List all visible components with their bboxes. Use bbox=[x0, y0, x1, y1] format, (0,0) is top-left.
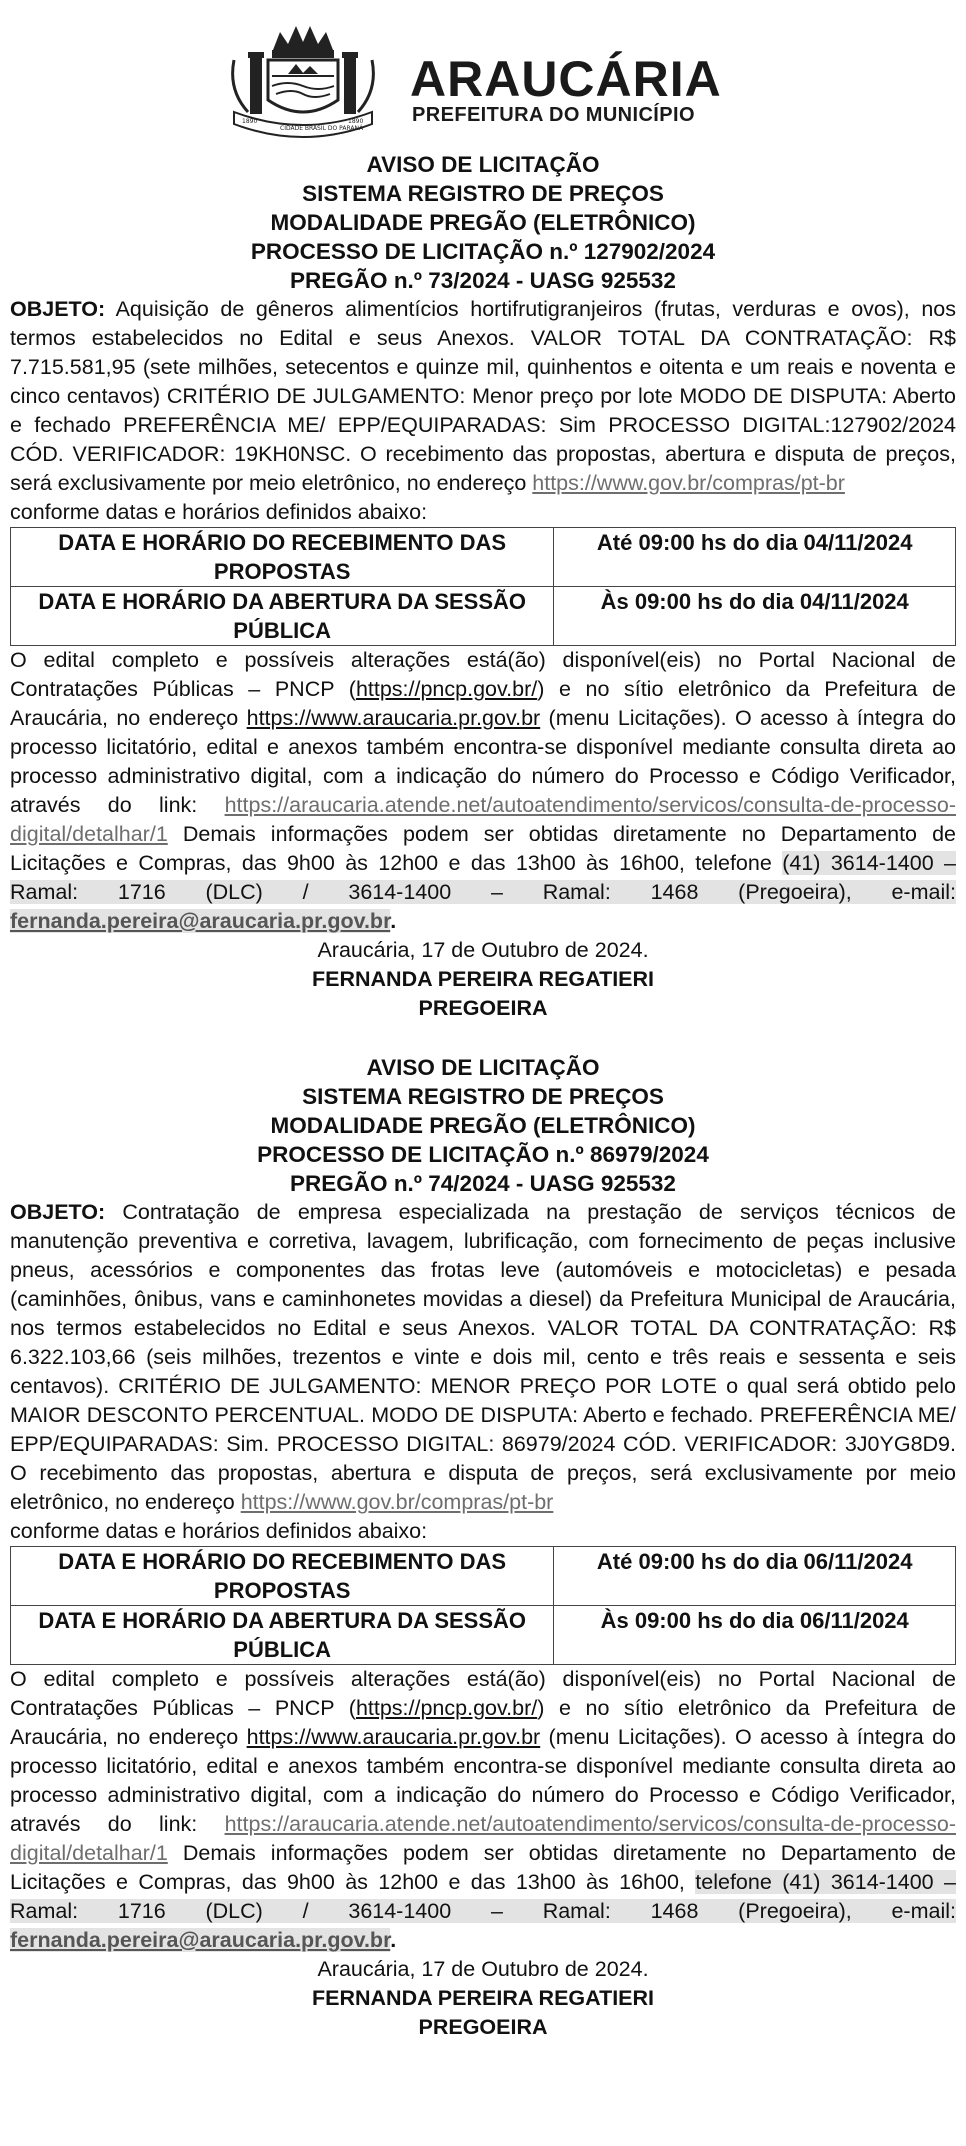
table-cell-value: Às 09:00 hs do dia 04/11/2024 bbox=[554, 587, 956, 646]
notice-objeto bbox=[10, 295, 956, 498]
notice-edital bbox=[10, 646, 956, 936]
conforme-text: conforme datas e horários definidos abaixo: bbox=[10, 1519, 428, 1543]
edital-text: (menu Licitações). O acesso à íntegra do processo licitatório, edital e anexos também encontra-se disponível mediante consulta direta ao processo administrativo digital, com a indicação do número do Processo e Código Verificador, através do link: bbox=[10, 1725, 956, 1836]
atende-link[interactable]: https://araucaria.atende.net/autoatendimento/servicos/consulta-de-processo-digital/detalhar/1 bbox=[10, 1812, 956, 1865]
brand-subtitle: PREFEITURA DO MUNICÍPIO bbox=[412, 104, 695, 126]
table-row bbox=[11, 528, 956, 587]
notice-subtitle: SISTEMA REGISTRO DE PREÇOS bbox=[302, 1084, 664, 1109]
notice-1 bbox=[10, 150, 956, 1023]
objeto-label: OBJETO: bbox=[10, 297, 106, 321]
notice-pregao: PREGÃO n.º 73/2024 - UASG 925532 bbox=[290, 268, 676, 293]
edital-text: O edital completo e possíveis alterações está(ão) disponível(eis) no Portal Nacional de Contratações Públicas – PNCP ( bbox=[10, 1667, 956, 1720]
table-cell-label: DATA E HORÁRIO DA ABERTURA DA SESSÃO PÚBLICA bbox=[11, 1606, 554, 1665]
svg-text:1890: 1890 bbox=[242, 118, 258, 125]
table-row bbox=[11, 1606, 956, 1665]
araucaria-link[interactable]: https://www.araucaria.pr.gov.br bbox=[246, 706, 541, 730]
dates-table bbox=[10, 1546, 956, 1665]
signer-role: PREGOEIRA bbox=[418, 996, 548, 1020]
notice-modality: MODALIDADE PREGÃO (ELETRÔNICO) bbox=[270, 210, 696, 235]
phone-text: telefone (41) 3614-1400 – Ramal: 1716 (DLC) / 3614-1400 – Ramal: 1468 (Pregoeira), e-mail: bbox=[10, 1870, 956, 1923]
objeto-text: Aquisição de gêneros alimentícios hortifrutigranjeiros (frutas, verduras e ovos), nos termos estabelecidos no Edital e seus Anexos. VALOR TOTAL DA CONTRATAÇÃO: R$ 7.715.581,95 (sete milhões, setecentos e quinze mil, quinhentos e oitenta e um reais e noventa e cinco centavos) CRITÉRIO DE JULGAMENTO: Menor preço por lote MODO DE DISPUTA: Aberto e fechado PREFERÊNCIA ME/ EPP/EQUIPARADAS: Sim PROCESSO DIGITAL:127902/2024 CÓD. VERIFICADOR: 19KH0NSC. O recebimento das propostas, abertura e disputa de preços, será exclusivamente por meio eletrônico, no endereço bbox=[10, 297, 956, 495]
period: . bbox=[390, 909, 397, 933]
table-cell-value: Até 09:00 hs do dia 06/11/2024 bbox=[554, 1547, 956, 1606]
notice-pregao: PREGÃO n.º 74/2024 - UASG 925532 bbox=[290, 1171, 676, 1196]
compras-link[interactable]: https://www.gov.br/compras/pt-br bbox=[532, 471, 845, 495]
brand-name: ARAUCÁRIA bbox=[410, 51, 722, 107]
edital-text: (menu Licitações). O acesso à íntegra do processo licitatório, edital e anexos também encontra-se disponível mediante consulta direta ao processo administrativo digital, com a indicação do número do Processo e Código Verificador, através do link: bbox=[10, 706, 956, 817]
pncp-link[interactable]: https://pncp.gov.br/ bbox=[355, 677, 538, 701]
email-link[interactable]: fernanda.pereira@araucaria.pr.gov.br bbox=[10, 1928, 391, 1952]
svg-text:1890: 1890 bbox=[348, 118, 364, 125]
email-link[interactable]: fernanda.pereira@araucaria.pr.gov.br bbox=[10, 909, 391, 933]
table-row bbox=[11, 1547, 956, 1606]
notice-objeto bbox=[10, 1198, 956, 1517]
signer-name: FERNANDA PEREIRA REGATIERI bbox=[311, 967, 655, 991]
phone-text: (41) 3614-1400 – Ramal: 1716 (DLC) / 3614-1400 – Ramal: 1468 (Pregoeira), e-mail: bbox=[10, 851, 956, 904]
info-text: Demais informações podem ser obtidas diretamente no Departamento de Licitações e Compras, das 9h00 às 12h00 e das 13h00 às 16h00, telefone bbox=[10, 822, 956, 875]
araucaria-link[interactable]: https://www.araucaria.pr.gov.br bbox=[246, 1725, 541, 1749]
dates-table bbox=[10, 527, 956, 646]
objeto-label: OBJETO: bbox=[10, 1200, 106, 1224]
period: . bbox=[390, 1928, 397, 1952]
notice-title: AVISO DE LICITAÇÃO bbox=[366, 152, 600, 177]
notice-title: AVISO DE LICITAÇÃO bbox=[366, 1055, 600, 1080]
objeto-text: Contratação de empresa especializada na prestação de serviços técnicos de manutenção preventiva e corretiva, lavagem, lubrificação, com fornecimento de peças inclusive pneus, acessórios e componentes das frotas leve (automóveis e motocicletas) e pesada (caminhões, ônibus, vans e caminhonetes movidas a diesel) da Prefeitura Municipal de Araucária, nos termos estabelecidos no Edital e seus Anexos. VALOR TOTAL DA CONTRATAÇÃO: R$ 6.322.103,66 (seis milhões, trezentos e vinte e dois mil, cento e três reais e sessenta e seis centavos). CRITÉRIO DE JULGAMENTO: MENOR PREÇO POR LOTE o qual será obtido pelo MAIOR DESCONTO PERCENTUAL. MODO DE DISPUTA: Aberto e fechado. PREFERÊNCIA ME/ EPP/EQUIPARADAS: Sim. PROCESSO DIGITAL: 86979/2024 CÓD. VERIFICADOR: 3J0YG8D9. O recebimento das propostas, abertura e disputa de preços, será exclusivamente por meio eletrônico, no endereço bbox=[10, 1200, 956, 1514]
compras-link[interactable]: https://www.gov.br/compras/pt-br bbox=[240, 1490, 554, 1514]
table-cell-label: DATA E HORÁRIO DA ABERTURA DA SESSÃO PÚBLICA bbox=[11, 587, 554, 646]
table-row bbox=[11, 587, 956, 646]
svg-text:CIDADE BRASIL DO PARANÁ: CIDADE BRASIL DO PARANÁ bbox=[280, 125, 364, 132]
notice-modality: MODALIDADE PREGÃO (ELETRÔNICO) bbox=[270, 1113, 696, 1138]
signer-name: FERNANDA PEREIRA REGATIERI bbox=[311, 1986, 655, 2010]
spacer bbox=[10, 1023, 956, 1053]
table-cell-value: Até 09:00 hs do dia 04/11/2024 bbox=[554, 528, 956, 587]
edital-text: O edital completo e possíveis alterações está(ão) disponível(eis) no Portal Nacional de Contratações Públicas – PNCP ( bbox=[10, 648, 956, 701]
conforme-text: conforme datas e horários definidos abaixo: bbox=[10, 500, 428, 524]
info-text: Demais informações podem ser obtidas diretamente no Departamento de Licitações e Compras, das 9h00 às 12h00 e das 13h00 às 16h00, bbox=[10, 1841, 956, 1894]
date-line: Araucária, 17 de Outubro de 2024. bbox=[317, 938, 649, 962]
atende-link[interactable]: https://araucaria.atende.net/autoatendimento/servicos/consulta-de-processo-digital/detalhar/1 bbox=[10, 793, 956, 846]
notice-subtitle: SISTEMA REGISTRO DE PREÇOS bbox=[302, 181, 664, 206]
notice-2 bbox=[10, 1053, 956, 2042]
brand-block bbox=[410, 51, 722, 126]
municipal-coat-of-arms-icon bbox=[228, 20, 378, 140]
table-cell-label: DATA E HORÁRIO DO RECEBIMENTO DAS PROPOSTAS bbox=[11, 1547, 554, 1606]
date-line: Araucária, 17 de Outubro de 2024. bbox=[317, 1957, 649, 1981]
notice-edital bbox=[10, 1665, 956, 1955]
signer-role: PREGOEIRA bbox=[418, 2015, 548, 2039]
table-cell-label: DATA E HORÁRIO DO RECEBIMENTO DAS PROPOSTAS bbox=[11, 528, 554, 587]
page-header bbox=[10, 0, 956, 150]
pncp-link[interactable]: https://pncp.gov.br/ bbox=[355, 1696, 538, 1720]
notice-process: PROCESSO DE LICITAÇÃO n.º 86979/2024 bbox=[257, 1142, 709, 1167]
edital-text: ) e no sítio eletrônico da Prefeitura de Araucária, no endereço bbox=[10, 1696, 956, 1749]
table-cell-value: Às 09:00 hs do dia 06/11/2024 bbox=[554, 1606, 956, 1665]
notice-process: PROCESSO DE LICITAÇÃO n.º 127902/2024 bbox=[250, 239, 716, 264]
edital-text: ) e no sítio eletrônico da Prefeitura de Araucária, no endereço bbox=[10, 677, 956, 730]
